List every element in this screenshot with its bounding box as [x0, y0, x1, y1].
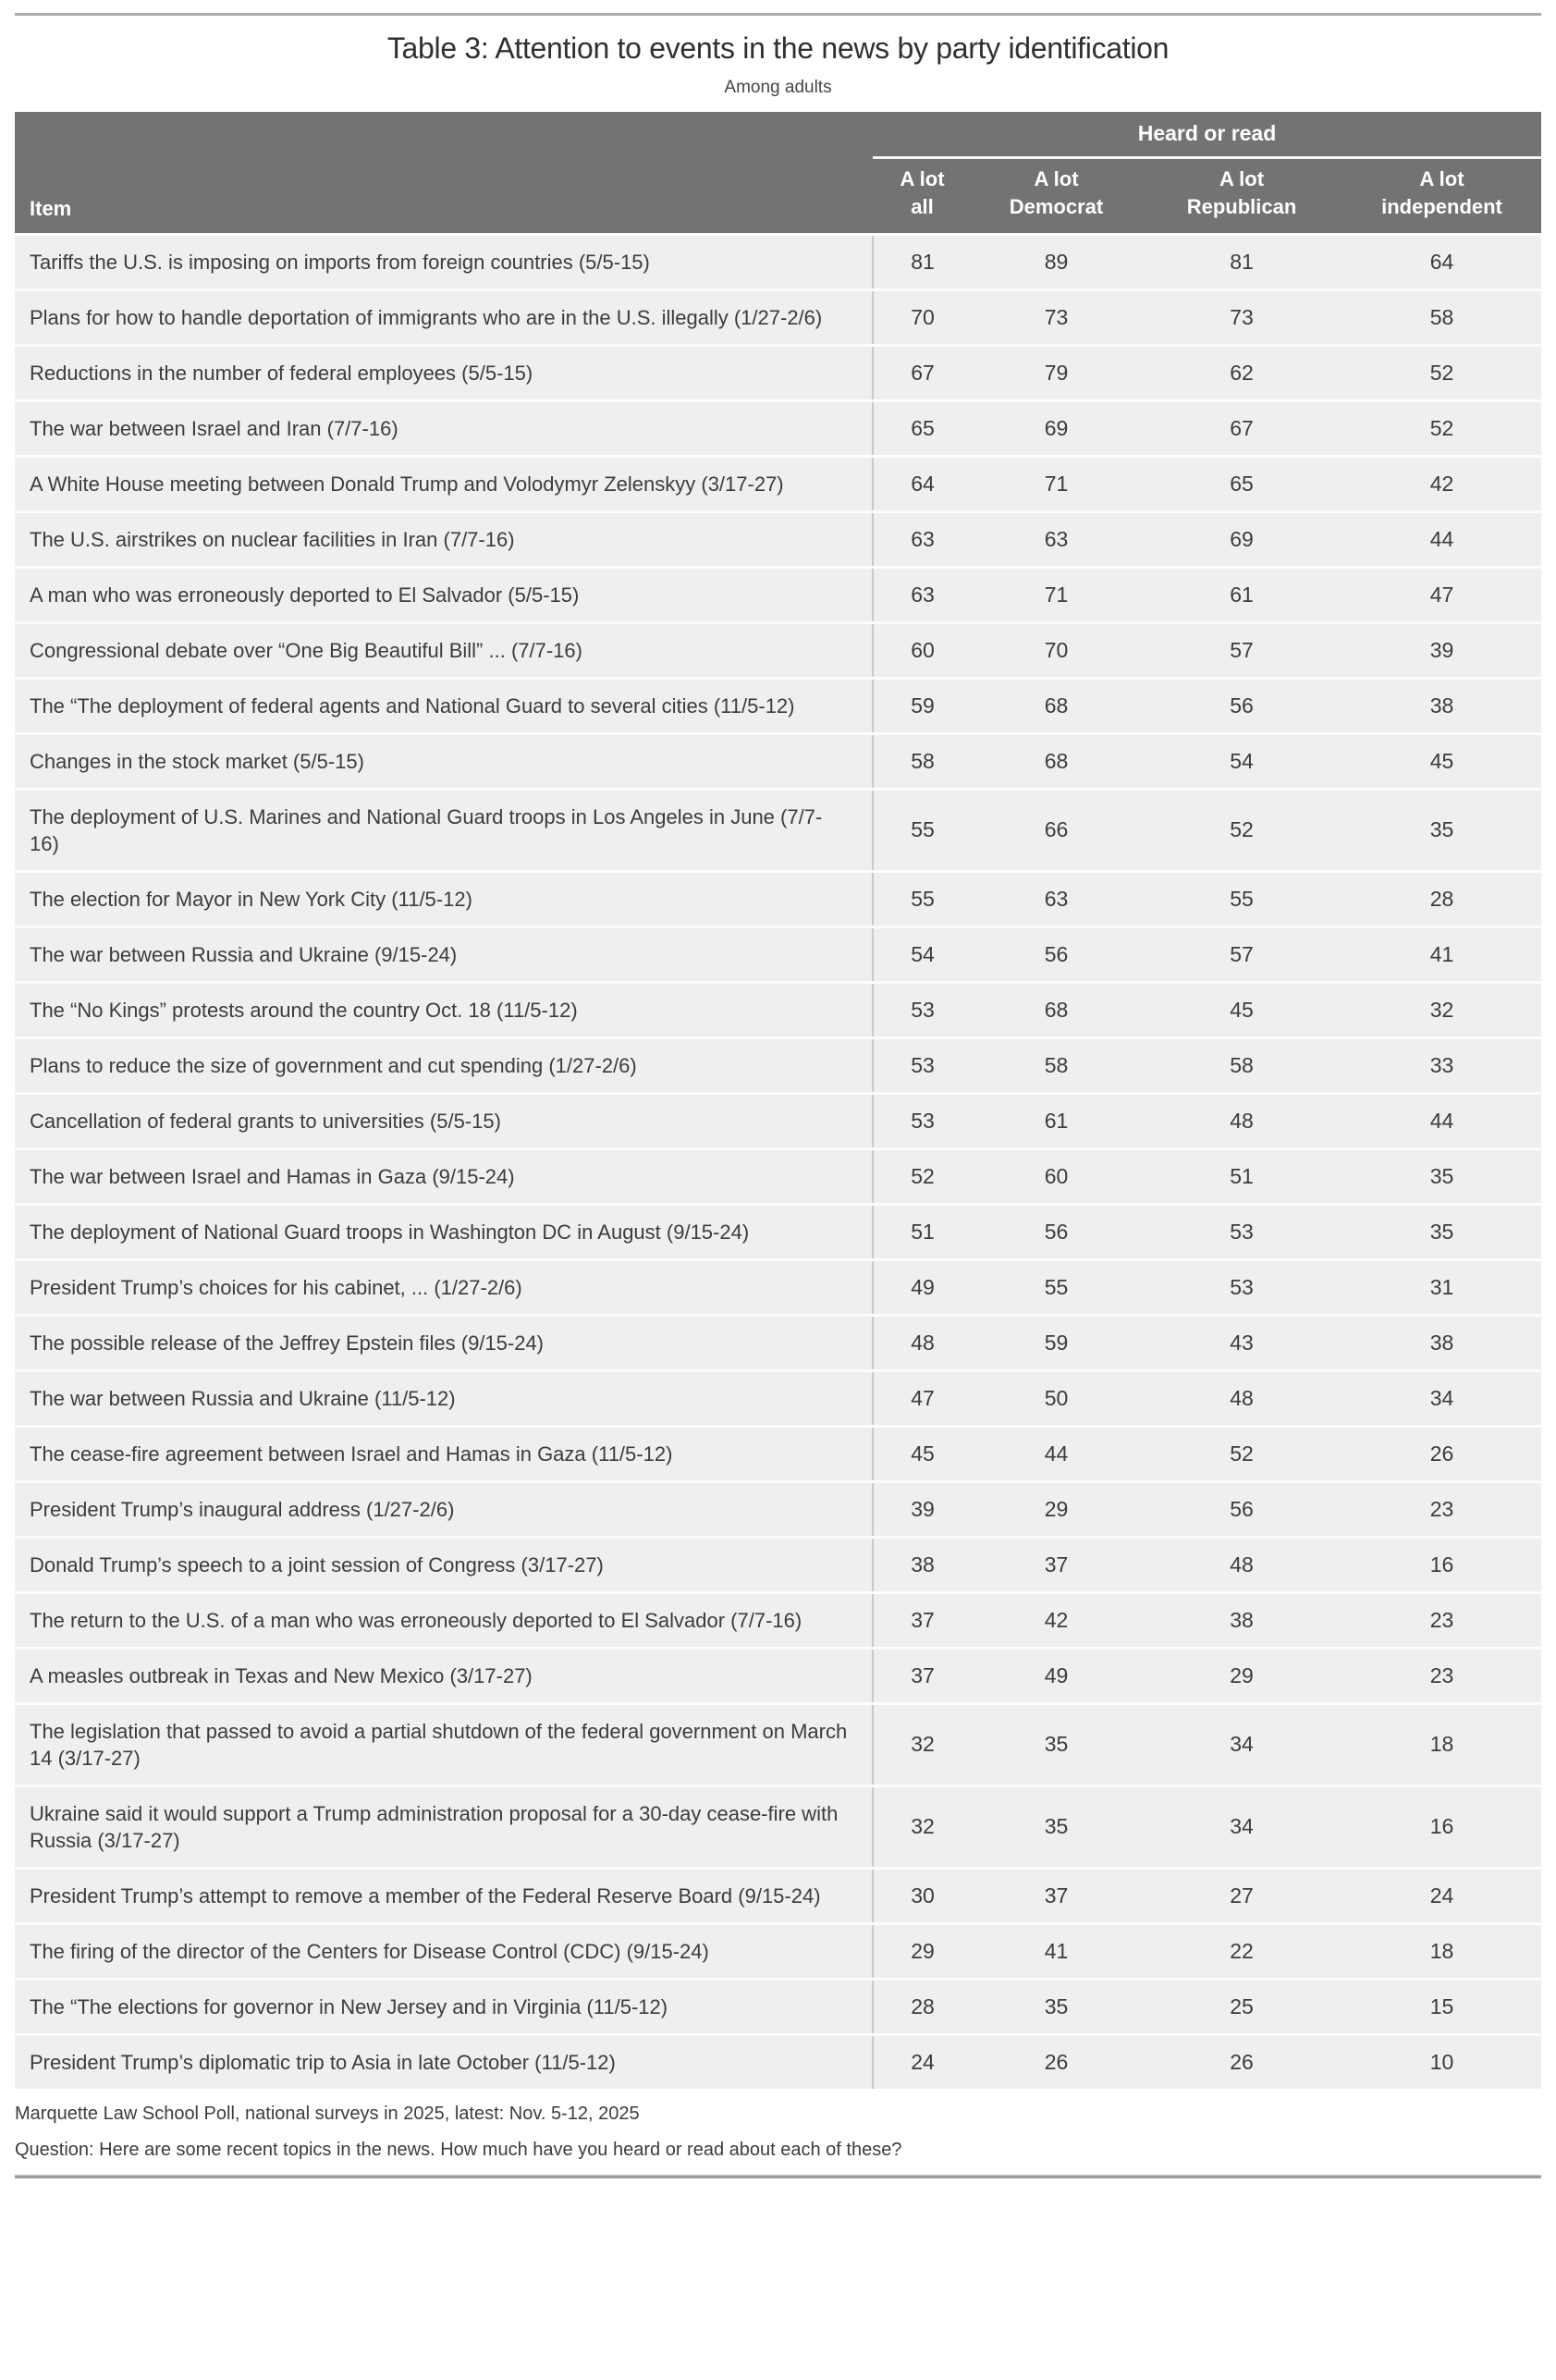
value-cell: 61 — [972, 1093, 1141, 1148]
table-body — [15, 234, 1541, 2089]
value-cell: 48 — [873, 1315, 972, 1370]
table-row — [15, 400, 1541, 456]
value-cell: 65 — [873, 400, 972, 456]
value-cell: 38 — [1342, 1315, 1541, 1370]
value-cell: 50 — [972, 1370, 1141, 1426]
value-cell: 26 — [1342, 1426, 1541, 1481]
page-title: Table 3: Attention to events in the news by party identification — [386, 31, 1170, 65]
column-header-a-lot-republican — [1141, 157, 1342, 234]
value-cell: 52 — [1141, 1426, 1342, 1481]
value-cell: 71 — [972, 456, 1141, 511]
value-cell: 35 — [972, 1979, 1141, 2034]
value-cell: 44 — [1342, 511, 1541, 567]
value-cell: 52 — [1141, 789, 1342, 871]
value-cell: 81 — [1141, 234, 1342, 289]
source-note: Marquette Law School Poll, national surveys in 2025, latest: Nov. 5-12, 2025 — [15, 2103, 640, 2124]
value-cell: 39 — [873, 1481, 972, 1537]
value-cell: 56 — [972, 1204, 1141, 1259]
value-cell: 41 — [972, 1923, 1141, 1979]
item-cell: The “The elections for governor in New Jersey and in Virginia (11/5-12) — [15, 1979, 873, 2034]
item-cell: President Trump’s attempt to remove a member of the Federal Reserve Board (9/15-24) — [15, 1868, 873, 1923]
table-row — [15, 289, 1541, 345]
item-cell: A man who was erroneously deported to El Salvador (5/5-15) — [15, 567, 873, 622]
value-cell: 26 — [1141, 2034, 1342, 2089]
item-cell: President Trump’s inaugural address (1/27-2/6) — [15, 1481, 873, 1537]
value-cell: 53 — [873, 1037, 972, 1093]
value-cell: 15 — [1342, 1979, 1541, 2034]
table-row — [15, 871, 1541, 926]
value-cell: 28 — [1342, 871, 1541, 926]
value-cell: 89 — [972, 234, 1141, 289]
value-cell: 62 — [1141, 345, 1342, 400]
group-header-row — [15, 112, 1541, 157]
value-cell: 23 — [1342, 1592, 1541, 1648]
value-cell: 34 — [1141, 1703, 1342, 1785]
item-cell: The “The deployment of federal agents and National Guard to several cities (11/5-12) — [15, 678, 873, 733]
column-header-line2: Democrat — [1009, 194, 1104, 218]
item-cell: The possible release of the Jeffrey Epstein files (9/15-24) — [15, 1315, 873, 1370]
value-cell: 35 — [1342, 1148, 1541, 1204]
item-cell: The deployment of National Guard troops in Washington DC in August (9/15-24) — [15, 1204, 873, 1259]
item-cell: Plans for how to handle deportation of immigrants who are in the U.S. illegally (1/27-2/6) — [15, 289, 873, 345]
value-cell: 51 — [873, 1204, 972, 1259]
table-row — [15, 733, 1541, 789]
value-cell: 28 — [873, 1979, 972, 2034]
value-cell: 37 — [873, 1592, 972, 1648]
item-cell: Ukraine said it would support a Trump administration proposal for a 30-day cease-fire with Russia (3/17-27) — [15, 1785, 873, 1868]
column-header-line1: A lot — [1419, 166, 1464, 190]
item-cell: A measles outbreak in Texas and New Mexico (3/17-27) — [15, 1648, 873, 1703]
value-cell: 53 — [1141, 1259, 1342, 1315]
column-header-line2: all — [911, 194, 934, 218]
table-row — [15, 234, 1541, 289]
item-cell: Changes in the stock market (5/5-15) — [15, 733, 873, 789]
value-cell: 48 — [1141, 1093, 1342, 1148]
column-header-line1: A lot — [900, 166, 945, 190]
value-cell: 55 — [873, 871, 972, 926]
value-cell: 32 — [873, 1703, 972, 1785]
value-cell: 55 — [873, 789, 972, 871]
value-cell: 42 — [972, 1592, 1141, 1648]
table-row — [15, 1785, 1541, 1868]
value-cell: 67 — [873, 345, 972, 400]
table-row — [15, 1868, 1541, 1923]
table-row — [15, 926, 1541, 982]
value-cell: 56 — [972, 926, 1141, 982]
item-cell: The election for Mayor in New York City (11/5-12) — [15, 871, 873, 926]
value-cell: 34 — [1141, 1785, 1342, 1868]
value-cell: 55 — [972, 1259, 1141, 1315]
value-cell: 38 — [1342, 678, 1541, 733]
value-cell: 65 — [1141, 456, 1342, 511]
value-cell: 70 — [873, 289, 972, 345]
value-cell: 53 — [873, 1093, 972, 1148]
table-row — [15, 1315, 1541, 1370]
value-cell: 16 — [1342, 1785, 1541, 1868]
value-cell: 35 — [1342, 1204, 1541, 1259]
table-row — [15, 567, 1541, 622]
item-cell: The war between Israel and Hamas in Gaza (9/15-24) — [15, 1148, 873, 1204]
value-cell: 81 — [873, 234, 972, 289]
value-cell: 24 — [873, 2034, 972, 2089]
table-row — [15, 1537, 1541, 1592]
item-cell: The U.S. airstrikes on nuclear facilities in Iran (7/7-16) — [15, 511, 873, 567]
item-cell: The firing of the director of the Centers for Disease Control (CDC) (9/15-24) — [15, 1923, 873, 1979]
table-row — [15, 1703, 1541, 1785]
value-cell: 55 — [1141, 871, 1342, 926]
value-cell: 31 — [1342, 1259, 1541, 1315]
table-row — [15, 789, 1541, 871]
item-cell: The cease-fire agreement between Israel and Hamas in Gaza (11/5-12) — [15, 1426, 873, 1481]
value-cell: 23 — [1342, 1648, 1541, 1703]
table-row — [15, 456, 1541, 511]
value-cell: 32 — [873, 1785, 972, 1868]
page — [0, 13, 1556, 2178]
value-cell: 58 — [1141, 1037, 1342, 1093]
value-cell: 29 — [972, 1481, 1141, 1537]
value-cell: 61 — [1141, 567, 1342, 622]
value-cell: 16 — [1342, 1537, 1541, 1592]
value-cell: 57 — [1141, 622, 1342, 678]
table-row — [15, 1370, 1541, 1426]
value-cell: 70 — [972, 622, 1141, 678]
value-cell: 49 — [972, 1648, 1141, 1703]
column-header-a-lot-independent — [1342, 157, 1541, 234]
table-row — [15, 1648, 1541, 1703]
value-cell: 69 — [1141, 511, 1342, 567]
question-note: Question: Here are some recent topics in the news. How much have you heard or read about each of these? — [15, 2139, 902, 2160]
item-cell: The return to the U.S. of a man who was erroneously deported to El Salvador (7/7-16) — [15, 1592, 873, 1648]
attention-table — [15, 112, 1541, 2089]
item-cell: Plans to reduce the size of government and cut spending (1/27-2/6) — [15, 1037, 873, 1093]
value-cell: 67 — [1141, 400, 1342, 456]
value-cell: 60 — [972, 1148, 1141, 1204]
value-cell: 51 — [1141, 1148, 1342, 1204]
item-cell: Reductions in the number of federal employees (5/5-15) — [15, 345, 873, 400]
value-cell: 58 — [1342, 289, 1541, 345]
value-cell: 33 — [1342, 1037, 1541, 1093]
value-cell: 24 — [1342, 1868, 1541, 1923]
value-cell: 73 — [972, 289, 1141, 345]
value-cell: 29 — [873, 1923, 972, 1979]
value-cell: 18 — [1342, 1923, 1541, 1979]
item-cell: Congressional debate over “One Big Beautiful Bill” ... (7/7-16) — [15, 622, 873, 678]
value-cell: 69 — [972, 400, 1141, 456]
table-row — [15, 511, 1541, 567]
value-cell: 10 — [1342, 2034, 1541, 2089]
table-row — [15, 1093, 1541, 1148]
item-cell: President Trump’s choices for his cabinet, ... (1/27-2/6) — [15, 1259, 873, 1315]
item-cell: The war between Israel and Iran (7/7-16) — [15, 400, 873, 456]
item-cell: The war between Russia and Ukraine (9/15-24) — [15, 926, 873, 982]
table-header — [15, 112, 1541, 234]
value-cell: 47 — [1342, 567, 1541, 622]
column-header-line1: A lot — [1034, 166, 1079, 190]
value-cell: 56 — [1141, 678, 1342, 733]
item-cell: Tariffs the U.S. is imposing on imports from foreign countries (5/5-15) — [15, 234, 873, 289]
value-cell: 53 — [873, 982, 972, 1037]
value-cell: 48 — [1141, 1537, 1342, 1592]
value-cell: 56 — [1141, 1481, 1342, 1537]
value-cell: 71 — [972, 567, 1141, 622]
table-row — [15, 1204, 1541, 1259]
value-cell: 60 — [873, 622, 972, 678]
value-cell: 18 — [1342, 1703, 1541, 1785]
value-cell: 64 — [1342, 234, 1541, 289]
value-cell: 49 — [873, 1259, 972, 1315]
value-cell: 22 — [1141, 1923, 1342, 1979]
column-header-row — [15, 157, 1541, 234]
value-cell: 37 — [972, 1537, 1141, 1592]
page-subtitle: Among adults — [724, 78, 832, 97]
table-row — [15, 345, 1541, 400]
corner-cell — [15, 112, 873, 157]
value-cell: 52 — [1342, 345, 1541, 400]
value-cell: 59 — [873, 678, 972, 733]
value-cell: 73 — [1141, 289, 1342, 345]
table-row — [15, 1979, 1541, 2034]
table-row — [15, 1923, 1541, 1979]
value-cell: 35 — [972, 1703, 1141, 1785]
value-cell: 38 — [873, 1537, 972, 1592]
value-cell: 48 — [1141, 1370, 1342, 1426]
value-cell: 30 — [873, 1868, 972, 1923]
value-cell: 23 — [1342, 1481, 1541, 1537]
value-cell: 66 — [972, 789, 1141, 871]
item-cell: A White House meeting between Donald Trump and Volodymyr Zelenskyy (3/17-27) — [15, 456, 873, 511]
value-cell: 44 — [972, 1426, 1141, 1481]
item-cell: President Trump’s diplomatic trip to Asia in late October (11/5-12) — [15, 2034, 873, 2089]
item-cell: The war between Russia and Ukraine (11/5-12) — [15, 1370, 873, 1426]
value-cell: 52 — [1342, 400, 1541, 456]
column-header-line2: Republican — [1186, 194, 1297, 218]
value-cell: 63 — [972, 871, 1141, 926]
value-cell: 58 — [873, 733, 972, 789]
table-row — [15, 982, 1541, 1037]
column-header-line1: A lot — [1219, 166, 1265, 190]
value-cell: 68 — [972, 982, 1141, 1037]
value-cell: 45 — [873, 1426, 972, 1481]
value-cell: 35 — [1342, 789, 1541, 871]
table-row — [15, 1259, 1541, 1315]
value-cell: 79 — [972, 345, 1141, 400]
top-rule — [15, 13, 1541, 16]
value-cell: 63 — [873, 567, 972, 622]
item-cell: Donald Trump’s speech to a joint session of Congress (3/17-27) — [15, 1537, 873, 1592]
table-row — [15, 678, 1541, 733]
value-cell: 45 — [1342, 733, 1541, 789]
value-cell: 29 — [1141, 1648, 1342, 1703]
value-cell: 47 — [873, 1370, 972, 1426]
value-cell: 64 — [873, 456, 972, 511]
item-cell: Cancellation of federal grants to universities (5/5-15) — [15, 1093, 873, 1148]
value-cell: 68 — [972, 678, 1141, 733]
value-cell: 35 — [972, 1785, 1141, 1868]
table-row — [15, 2034, 1541, 2089]
value-cell: 63 — [972, 511, 1141, 567]
item-cell: The deployment of U.S. Marines and National Guard troops in Los Angeles in June (7/7-16) — [15, 789, 873, 871]
table-row — [15, 1148, 1541, 1204]
value-cell: 54 — [873, 926, 972, 982]
value-cell: 41 — [1342, 926, 1541, 982]
value-cell: 53 — [1141, 1204, 1342, 1259]
value-cell: 34 — [1342, 1370, 1541, 1426]
table-row — [15, 622, 1541, 678]
value-cell: 26 — [972, 2034, 1141, 2089]
table-row — [15, 1592, 1541, 1648]
value-cell: 38 — [1141, 1592, 1342, 1648]
value-cell: 59 — [972, 1315, 1141, 1370]
value-cell: 37 — [873, 1648, 972, 1703]
bottom-rule — [15, 2175, 1541, 2178]
value-cell: 25 — [1141, 1979, 1342, 2034]
value-cell: 57 — [1141, 926, 1342, 982]
value-cell: 45 — [1141, 982, 1342, 1037]
item-cell: The “No Kings” protests around the country Oct. 18 (11/5-12) — [15, 982, 873, 1037]
table-row — [15, 1037, 1541, 1093]
column-header-a-lot-democrat — [972, 157, 1141, 234]
value-cell: 27 — [1141, 1868, 1342, 1923]
value-cell: 68 — [972, 733, 1141, 789]
value-cell: 32 — [1342, 982, 1541, 1037]
value-cell: 54 — [1141, 733, 1342, 789]
item-cell: The legislation that passed to avoid a partial shutdown of the federal government on March 14 (3/17-27) — [15, 1703, 873, 1785]
value-cell: 42 — [1342, 456, 1541, 511]
value-cell: 43 — [1141, 1315, 1342, 1370]
column-header-line2: independent — [1381, 194, 1502, 218]
value-cell: 63 — [873, 511, 972, 567]
value-cell: 58 — [972, 1037, 1141, 1093]
column-header-a-lot-all — [873, 157, 972, 234]
value-cell: 52 — [873, 1148, 972, 1204]
group-header: Heard or read — [873, 112, 1541, 157]
value-cell: 37 — [972, 1868, 1141, 1923]
value-cell: 39 — [1342, 622, 1541, 678]
table-row — [15, 1426, 1541, 1481]
item-column-header: Item — [15, 157, 873, 234]
table-row — [15, 1481, 1541, 1537]
footer — [15, 2103, 1541, 2161]
value-cell: 44 — [1342, 1093, 1541, 1148]
